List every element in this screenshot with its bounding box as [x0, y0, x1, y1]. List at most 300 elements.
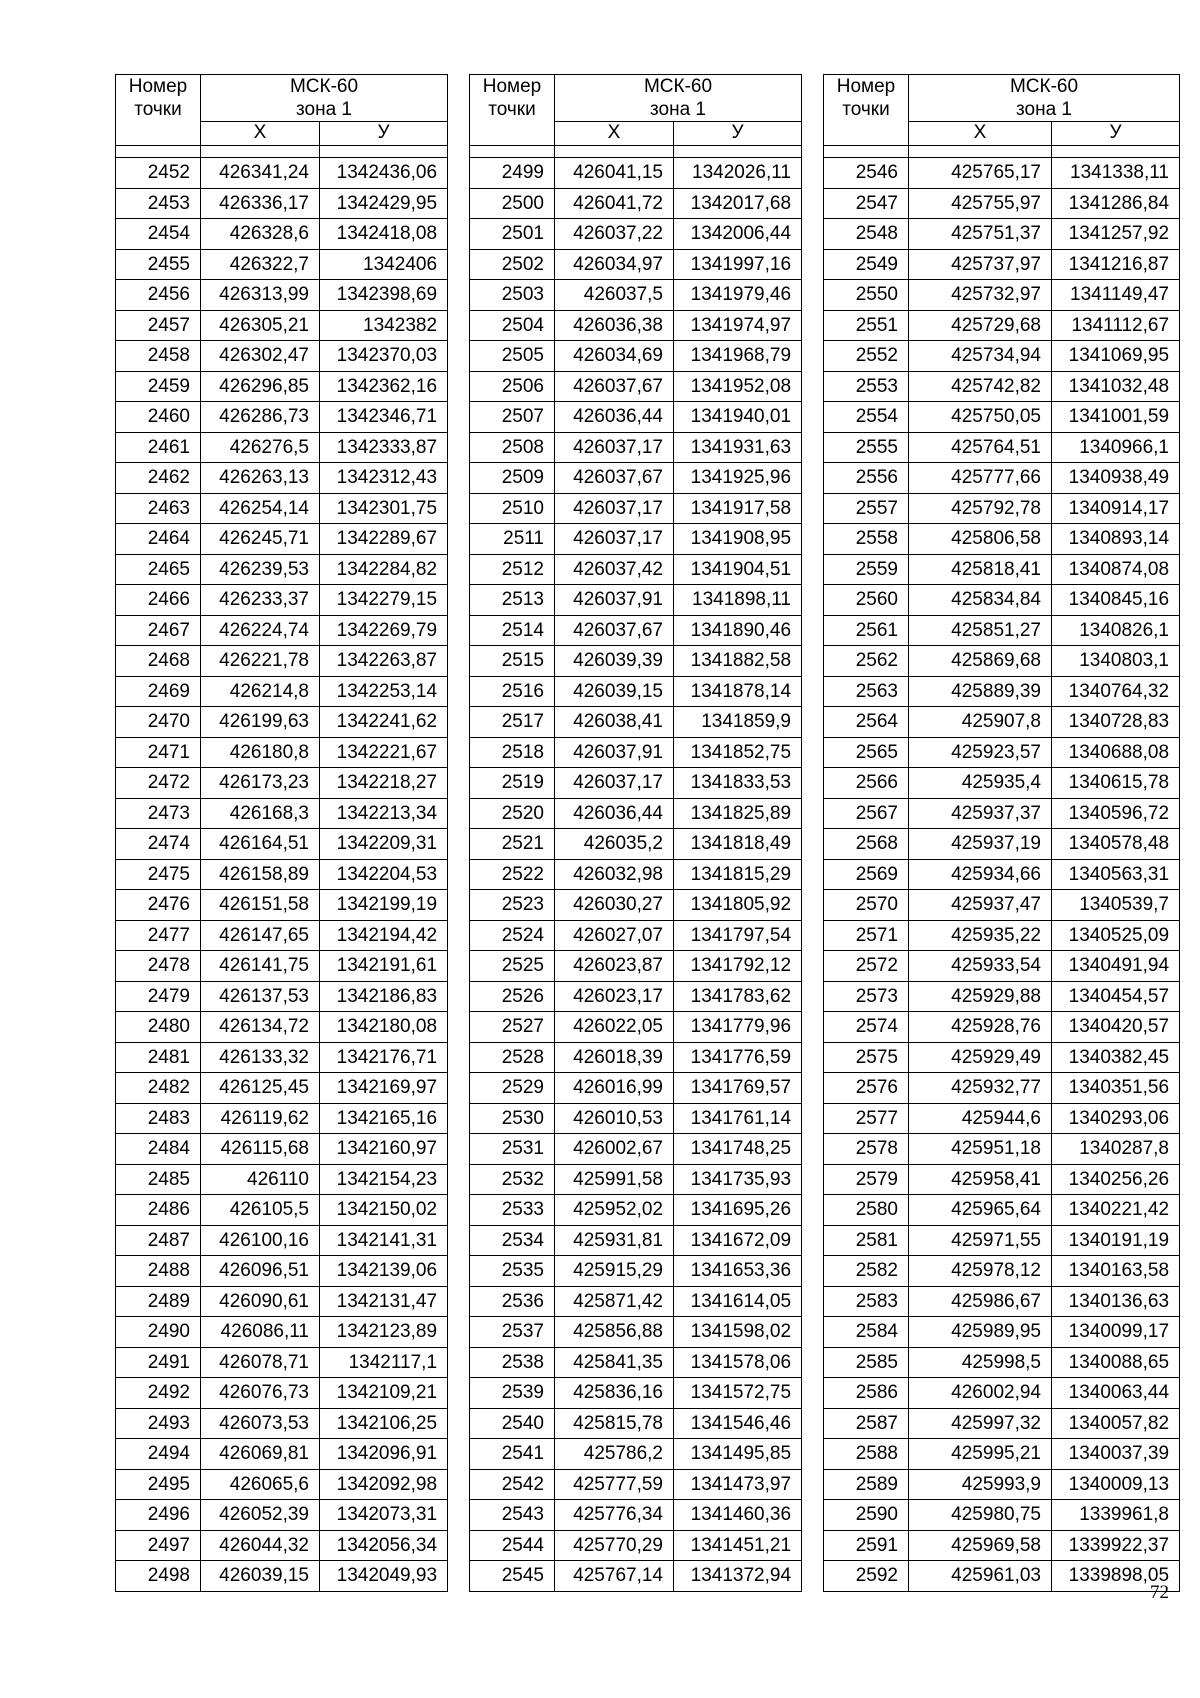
table-row — [824, 249, 1180, 280]
point-number-cell: 2498 — [116, 1561, 201, 1592]
point-number-cell: 2541 — [470, 1439, 555, 1470]
y-coordinate-cell: 1342382 — [320, 310, 448, 341]
y-coordinate-cell: 1341898,11 — [674, 585, 802, 616]
y-coordinate-cell: 1342269,79 — [320, 615, 448, 646]
table-row — [116, 1317, 448, 1348]
table-row — [470, 554, 802, 585]
y-coordinate-cell: 1340845,16 — [1052, 585, 1180, 616]
table-row — [116, 158, 448, 189]
x-coordinate-cell: 425836,16 — [555, 1378, 674, 1409]
table-row — [116, 1530, 448, 1561]
point-number-cell: 2532 — [470, 1164, 555, 1195]
table-row — [470, 402, 802, 433]
x-coordinate-cell: 425935,4 — [909, 768, 1052, 799]
table-row — [824, 1256, 1180, 1287]
x-coordinate-cell: 426125,45 — [201, 1073, 320, 1104]
x-coordinate-cell: 425935,22 — [909, 920, 1052, 951]
y-coordinate-cell: 1341931,63 — [674, 432, 802, 463]
y-coordinate-cell: 1340728,83 — [1052, 707, 1180, 738]
point-number-cell: 2472 — [116, 768, 201, 799]
y-coordinate-cell: 1341974,97 — [674, 310, 802, 341]
point-number-cell: 2471 — [116, 737, 201, 768]
y-coordinate-cell: 1341149,47 — [1052, 280, 1180, 311]
x-coordinate-cell: 426037,17 — [555, 432, 674, 463]
table-row — [824, 554, 1180, 585]
table-row — [470, 1042, 802, 1073]
table-row — [824, 951, 1180, 982]
table-row — [824, 1012, 1180, 1043]
point-number-cell: 2519 — [470, 768, 555, 799]
point-number-cell: 2525 — [470, 951, 555, 982]
point-number-cell: 2509 — [470, 463, 555, 494]
x-coordinate-cell: 426134,72 — [201, 1012, 320, 1043]
table-row — [116, 646, 448, 677]
table-row — [116, 585, 448, 616]
table-row — [116, 1500, 448, 1531]
coordinate-system-header: МСК-60 зона 1 — [555, 75, 802, 122]
x-coordinate-cell: 425856,88 — [555, 1317, 674, 1348]
table-row — [470, 371, 802, 402]
y-coordinate-cell: 1340420,57 — [1052, 1012, 1180, 1043]
point-number-cell: 2555 — [824, 432, 909, 463]
x-coordinate-cell: 426069,81 — [201, 1439, 320, 1470]
point-number-cell: 2531 — [470, 1134, 555, 1165]
x-coordinate-cell: 426039,15 — [555, 676, 674, 707]
point-number-cell: 2592 — [824, 1561, 909, 1592]
y-coordinate-cell: 1342150,02 — [320, 1195, 448, 1226]
x-coordinate-cell: 426239,53 — [201, 554, 320, 585]
x-coordinate-cell: 425737,97 — [909, 249, 1052, 280]
point-number-cell: 2576 — [824, 1073, 909, 1104]
y-coordinate-cell: 1340163,58 — [1052, 1256, 1180, 1287]
x-coordinate-cell: 426016,99 — [555, 1073, 674, 1104]
y-coordinate-cell: 1341451,21 — [674, 1530, 802, 1561]
table-row — [824, 1164, 1180, 1195]
point-number-cell: 2464 — [116, 524, 201, 555]
point-number-cell: 2560 — [824, 585, 909, 616]
y-coordinate-cell: 1341908,95 — [674, 524, 802, 555]
x-coordinate-cell: 425750,05 — [909, 402, 1052, 433]
x-coordinate-cell: 425777,66 — [909, 463, 1052, 494]
table-row — [824, 676, 1180, 707]
x-coordinate-cell: 425889,39 — [909, 676, 1052, 707]
y-coordinate-cell: 1342221,67 — [320, 737, 448, 768]
point-number-cell: 2514 — [470, 615, 555, 646]
table-row — [116, 341, 448, 372]
y-coordinate-cell: 1339922,37 — [1052, 1530, 1180, 1561]
point-number-cell: 2577 — [824, 1103, 909, 1134]
point-number-cell: 2563 — [824, 676, 909, 707]
x-coordinate-cell: 426036,44 — [555, 402, 674, 433]
table-row — [470, 829, 802, 860]
x-coordinate-cell: 426286,73 — [201, 402, 320, 433]
table-row — [470, 859, 802, 890]
table-row — [116, 1195, 448, 1226]
table-row — [116, 1408, 448, 1439]
point-number-cell: 2515 — [470, 646, 555, 677]
x-coordinate-cell: 426305,21 — [201, 310, 320, 341]
point-number-cell: 2549 — [824, 249, 909, 280]
x-coordinate-cell: 425944,6 — [909, 1103, 1052, 1134]
table-row — [116, 463, 448, 494]
point-number-cell: 2484 — [116, 1134, 201, 1165]
x-coordinate-cell: 426037,17 — [555, 493, 674, 524]
x-coordinate-cell: 426034,97 — [555, 249, 674, 280]
y-coordinate-cell: 1341917,58 — [674, 493, 802, 524]
y-coordinate-cell: 1342186,83 — [320, 981, 448, 1012]
point-number-cell: 2552 — [824, 341, 909, 372]
table-row — [470, 158, 802, 189]
y-coordinate-cell: 1341882,58 — [674, 646, 802, 677]
x-coordinate-cell: 426018,39 — [555, 1042, 674, 1073]
x-coordinate-cell: 425937,37 — [909, 798, 1052, 829]
point-number-cell: 2543 — [470, 1500, 555, 1531]
point-number-cell: 2564 — [824, 707, 909, 738]
table-row — [116, 890, 448, 921]
y-coordinate-cell: 1342169,97 — [320, 1073, 448, 1104]
table-row — [116, 219, 448, 250]
y-coordinate-cell: 1342209,31 — [320, 829, 448, 860]
point-number-cell: 2535 — [470, 1256, 555, 1287]
y-coordinate-cell: 1341112,67 — [1052, 310, 1180, 341]
y-coordinate-cell: 1341735,93 — [674, 1164, 802, 1195]
x-coordinate-cell: 426037,91 — [555, 585, 674, 616]
table-row — [470, 1530, 802, 1561]
y-coordinate-cell: 1340893,14 — [1052, 524, 1180, 555]
point-number-cell: 2574 — [824, 1012, 909, 1043]
point-number-header: Номер точки — [470, 75, 555, 146]
table-row — [470, 1195, 802, 1226]
x-coordinate-cell: 425732,97 — [909, 280, 1052, 311]
x-coordinate-cell: 425978,12 — [909, 1256, 1052, 1287]
table-row — [470, 1225, 802, 1256]
point-number-cell: 2489 — [116, 1286, 201, 1317]
point-number-cell: 2589 — [824, 1469, 909, 1500]
y-coordinate-cell: 1340063,44 — [1052, 1378, 1180, 1409]
point-number-cell: 2553 — [824, 371, 909, 402]
x-coordinate-cell: 426035,2 — [555, 829, 674, 860]
table-row — [116, 188, 448, 219]
point-number-cell: 2465 — [116, 554, 201, 585]
table-row — [470, 1164, 802, 1195]
point-number-cell: 2473 — [116, 798, 201, 829]
y-coordinate-cell: 1342056,34 — [320, 1530, 448, 1561]
x-coordinate-cell: 426214,8 — [201, 676, 320, 707]
point-number-cell: 2512 — [470, 554, 555, 585]
x-coordinate-cell: 426037,22 — [555, 219, 674, 250]
y-coordinate-cell: 1340037,39 — [1052, 1439, 1180, 1470]
point-number-cell: 2476 — [116, 890, 201, 921]
point-number-cell: 2568 — [824, 829, 909, 860]
y-coordinate-cell: 1342398,69 — [320, 280, 448, 311]
y-coordinate-cell: 1342362,16 — [320, 371, 448, 402]
point-number-cell: 2587 — [824, 1408, 909, 1439]
x-header: Х — [201, 122, 320, 146]
x-coordinate-cell: 426030,27 — [555, 890, 674, 921]
x-coordinate-cell: 426039,15 — [201, 1561, 320, 1592]
table-row — [116, 707, 448, 738]
table-row — [116, 1286, 448, 1317]
y-header: У — [320, 122, 448, 146]
x-coordinate-cell: 426037,67 — [555, 371, 674, 402]
table-row — [116, 1378, 448, 1409]
point-number-cell: 2477 — [116, 920, 201, 951]
table-row — [470, 1286, 802, 1317]
table-row — [470, 676, 802, 707]
y-coordinate-cell: 1342199,19 — [320, 890, 448, 921]
x-coordinate-cell: 426076,73 — [201, 1378, 320, 1409]
y-coordinate-cell: 1341286,84 — [1052, 188, 1180, 219]
y-coordinate-cell: 1342253,14 — [320, 676, 448, 707]
x-coordinate-cell: 425851,27 — [909, 615, 1052, 646]
table-row — [470, 1103, 802, 1134]
x-coordinate-cell: 426022,05 — [555, 1012, 674, 1043]
x-coordinate-cell: 426052,39 — [201, 1500, 320, 1531]
table-row — [116, 554, 448, 585]
y-coordinate-cell: 1342141,31 — [320, 1225, 448, 1256]
y-coordinate-cell: 1340454,57 — [1052, 981, 1180, 1012]
point-number-cell: 2562 — [824, 646, 909, 677]
y-coordinate-cell: 1342370,03 — [320, 341, 448, 372]
point-number-cell: 2468 — [116, 646, 201, 677]
y-coordinate-cell: 1342301,75 — [320, 493, 448, 524]
y-coordinate-cell: 1340351,56 — [1052, 1073, 1180, 1104]
y-coordinate-cell: 1340803,1 — [1052, 646, 1180, 677]
point-number-cell: 2488 — [116, 1256, 201, 1287]
table-row — [470, 432, 802, 463]
point-number-cell: 2520 — [470, 798, 555, 829]
y-coordinate-cell: 1341372,94 — [674, 1561, 802, 1592]
x-coordinate-cell: 426090,61 — [201, 1286, 320, 1317]
x-coordinate-cell: 426137,53 — [201, 981, 320, 1012]
point-number-cell: 2479 — [116, 981, 201, 1012]
y-coordinate-cell: 1342096,91 — [320, 1439, 448, 1470]
page-number: 72 — [1150, 1582, 1169, 1603]
table-row — [470, 981, 802, 1012]
y-coordinate-cell: 1340966,1 — [1052, 432, 1180, 463]
y-coordinate-cell: 1340615,78 — [1052, 768, 1180, 799]
point-number-cell: 2470 — [116, 707, 201, 738]
y-coordinate-cell: 1342204,53 — [320, 859, 448, 890]
y-coordinate-cell: 1341852,75 — [674, 737, 802, 768]
x-coordinate-cell: 425928,76 — [909, 1012, 1052, 1043]
point-number-cell: 2529 — [470, 1073, 555, 1104]
x-coordinate-cell: 425869,68 — [909, 646, 1052, 677]
point-number-cell: 2461 — [116, 432, 201, 463]
x-coordinate-cell: 426224,74 — [201, 615, 320, 646]
y-coordinate-cell: 1342406 — [320, 249, 448, 280]
y-coordinate-cell: 1340099,17 — [1052, 1317, 1180, 1348]
point-number-cell: 2538 — [470, 1347, 555, 1378]
table-row — [470, 920, 802, 951]
x-coordinate-cell: 426037,67 — [555, 463, 674, 494]
y-coordinate-cell: 1340057,82 — [1052, 1408, 1180, 1439]
x-coordinate-cell: 426180,8 — [201, 737, 320, 768]
point-number-cell: 2505 — [470, 341, 555, 372]
point-number-cell: 2497 — [116, 1530, 201, 1561]
table-row — [824, 859, 1180, 890]
table-row — [470, 737, 802, 768]
x-coordinate-cell: 426336,17 — [201, 188, 320, 219]
x-coordinate-cell: 426141,75 — [201, 951, 320, 982]
point-number-cell: 2526 — [470, 981, 555, 1012]
point-number-cell: 2462 — [116, 463, 201, 494]
point-number-cell: 2583 — [824, 1286, 909, 1317]
point-number-cell: 2508 — [470, 432, 555, 463]
x-coordinate-cell: 426036,44 — [555, 798, 674, 829]
table-row — [470, 219, 802, 250]
y-coordinate-cell: 1342017,68 — [674, 188, 802, 219]
table-row — [470, 768, 802, 799]
x-coordinate-cell: 426073,53 — [201, 1408, 320, 1439]
x-coordinate-cell: 425934,66 — [909, 859, 1052, 890]
point-number-cell: 2522 — [470, 859, 555, 890]
x-coordinate-cell: 426158,89 — [201, 859, 320, 890]
point-number-header: Номер точки — [116, 75, 201, 146]
point-number-cell: 2503 — [470, 280, 555, 311]
x-coordinate-cell: 425907,8 — [909, 707, 1052, 738]
x-coordinate-cell: 426233,37 — [201, 585, 320, 616]
x-coordinate-cell: 426065,6 — [201, 1469, 320, 1500]
y-coordinate-cell: 1341859,9 — [674, 707, 802, 738]
point-number-cell: 2524 — [470, 920, 555, 951]
point-number-cell: 2575 — [824, 1042, 909, 1073]
point-number-cell: 2551 — [824, 310, 909, 341]
table-row — [470, 951, 802, 982]
point-number-cell: 2544 — [470, 1530, 555, 1561]
table-row — [116, 1439, 448, 1470]
x-coordinate-cell: 425951,18 — [909, 1134, 1052, 1165]
point-number-cell: 2590 — [824, 1500, 909, 1531]
point-number-cell: 2556 — [824, 463, 909, 494]
table-row — [470, 341, 802, 372]
table-row — [824, 1225, 1180, 1256]
point-number-cell: 2460 — [116, 402, 201, 433]
x-coordinate-cell: 425742,82 — [909, 371, 1052, 402]
point-number-cell: 2584 — [824, 1317, 909, 1348]
x-coordinate-cell: 426044,32 — [201, 1530, 320, 1561]
y-coordinate-cell: 1341216,87 — [1052, 249, 1180, 280]
y-coordinate-cell: 1341779,96 — [674, 1012, 802, 1043]
y-coordinate-cell: 1342165,16 — [320, 1103, 448, 1134]
y-coordinate-cell: 1341878,14 — [674, 676, 802, 707]
x-coordinate-cell: 425995,21 — [909, 1439, 1052, 1470]
table-row — [116, 737, 448, 768]
y-coordinate-cell: 1340256,26 — [1052, 1164, 1180, 1195]
point-number-cell: 2516 — [470, 676, 555, 707]
x-coordinate-cell: 426296,85 — [201, 371, 320, 402]
table-row — [470, 1317, 802, 1348]
y-coordinate-cell: 1340088,65 — [1052, 1347, 1180, 1378]
y-coordinate-cell: 1342123,89 — [320, 1317, 448, 1348]
x-coordinate-cell: 426002,94 — [909, 1378, 1052, 1409]
x-coordinate-cell: 426254,14 — [201, 493, 320, 524]
x-coordinate-cell: 426322,7 — [201, 249, 320, 280]
table-row — [470, 1439, 802, 1470]
x-coordinate-cell: 426147,65 — [201, 920, 320, 951]
table-row — [824, 1561, 1180, 1592]
table-row — [116, 310, 448, 341]
y-coordinate-cell: 1342117,1 — [320, 1347, 448, 1378]
table-row — [470, 1256, 802, 1287]
x-coordinate-cell: 426023,17 — [555, 981, 674, 1012]
y-coordinate-cell: 1341572,75 — [674, 1378, 802, 1409]
x-coordinate-cell: 426086,11 — [201, 1317, 320, 1348]
y-coordinate-cell: 1341672,09 — [674, 1225, 802, 1256]
table-row — [116, 1561, 448, 1592]
table-row — [470, 1012, 802, 1043]
x-coordinate-cell: 426276,5 — [201, 432, 320, 463]
point-number-cell: 2571 — [824, 920, 909, 951]
y-coordinate-cell: 1340136,63 — [1052, 1286, 1180, 1317]
coordinates-table-3 — [823, 74, 1180, 1592]
point-number-cell: 2527 — [470, 1012, 555, 1043]
point-number-cell: 2454 — [116, 219, 201, 250]
table-row — [116, 1469, 448, 1500]
table-row — [470, 798, 802, 829]
table-row — [824, 1317, 1180, 1348]
table-row — [824, 768, 1180, 799]
point-number-cell: 2569 — [824, 859, 909, 890]
x-coordinate-cell: 425792,78 — [909, 493, 1052, 524]
y-coordinate-cell: 1340382,45 — [1052, 1042, 1180, 1073]
point-number-cell: 2501 — [470, 219, 555, 250]
point-number-cell: 2457 — [116, 310, 201, 341]
y-coordinate-cell: 1341890,46 — [674, 615, 802, 646]
y-coordinate-cell: 1341792,12 — [674, 951, 802, 982]
y-coordinate-cell: 1342289,67 — [320, 524, 448, 555]
point-number-cell: 2573 — [824, 981, 909, 1012]
x-coordinate-cell: 426105,5 — [201, 1195, 320, 1226]
point-number-cell: 2513 — [470, 585, 555, 616]
point-number-cell: 2588 — [824, 1439, 909, 1470]
x-coordinate-cell: 425806,58 — [909, 524, 1052, 555]
x-coordinate-cell: 425923,57 — [909, 737, 1052, 768]
point-number-cell: 2506 — [470, 371, 555, 402]
x-coordinate-cell: 426328,6 — [201, 219, 320, 250]
x-coordinate-cell: 426221,78 — [201, 646, 320, 677]
y-coordinate-cell: 1341257,92 — [1052, 219, 1180, 250]
y-coordinate-cell: 1339898,05 — [1052, 1561, 1180, 1592]
point-number-cell: 2466 — [116, 585, 201, 616]
y-coordinate-cell: 1341546,46 — [674, 1408, 802, 1439]
x-coordinate-cell: 425765,17 — [909, 158, 1052, 189]
y-coordinate-cell: 1341904,51 — [674, 554, 802, 585]
x-coordinate-cell: 425764,51 — [909, 432, 1052, 463]
y-coordinate-cell: 1342436,06 — [320, 158, 448, 189]
y-coordinate-cell: 1340287,8 — [1052, 1134, 1180, 1165]
table-row — [116, 798, 448, 829]
x-coordinate-cell: 425734,94 — [909, 341, 1052, 372]
x-coordinate-cell: 426263,13 — [201, 463, 320, 494]
point-number-cell: 2459 — [116, 371, 201, 402]
x-coordinate-cell: 426023,87 — [555, 951, 674, 982]
point-number-cell: 2585 — [824, 1347, 909, 1378]
table-row — [824, 524, 1180, 555]
table-row — [824, 646, 1180, 677]
point-number-cell: 2510 — [470, 493, 555, 524]
point-number-cell: 2550 — [824, 280, 909, 311]
x-coordinate-cell: 425965,64 — [909, 1195, 1052, 1226]
header-spacer — [470, 146, 802, 158]
y-coordinate-cell: 1342241,62 — [320, 707, 448, 738]
table-row — [470, 463, 802, 494]
y-coordinate-cell: 1341818,49 — [674, 829, 802, 860]
table-row — [824, 402, 1180, 433]
y-coordinate-cell: 1341653,36 — [674, 1256, 802, 1287]
table-row — [470, 615, 802, 646]
y-coordinate-cell: 1341069,95 — [1052, 341, 1180, 372]
